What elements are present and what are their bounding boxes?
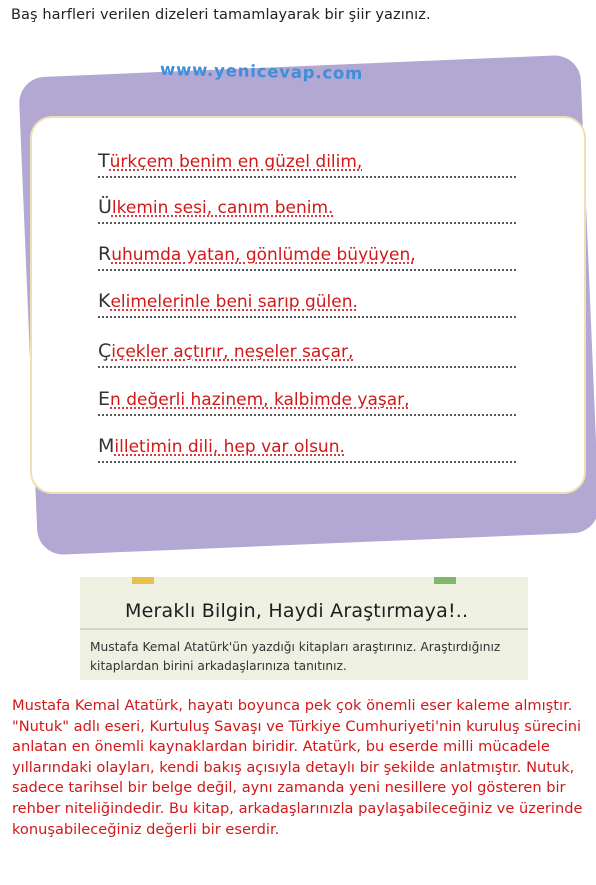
research-title: Meraklı Bilgin, Haydi Araştırmaya!.. [125,600,469,622]
poem-line [98,388,516,416]
verse-text: elimelerinle beni sarıp gülen. [110,292,358,312]
poem-line [98,290,516,318]
acrostic-letter: T [98,150,110,172]
acrostic-letter: Ç [98,340,112,362]
verse-text: içekler açtırır, neşeler saçar, [111,342,354,362]
poem-line [98,150,516,178]
poem-line [98,243,516,271]
poem-line [98,196,516,224]
acrostic-letter: Ü [98,196,112,218]
instruction-text: Baş harfleri verilen dizeleri tamamlayarak bir şiir yazınız. [11,7,431,23]
acrostic-letter: E [98,388,111,410]
answer-paragraph: Mustafa Kemal Atatürk, hayatı boyunca pek çok önemli eser kaleme almıştır. "Nutuk" adlı eseri, Kurtuluş Savaşı ve Türkiye Cumhuriyeti'nin kuruluş sürecini anlatan en önemli kaynaklardan biridir. Atatürk, bu eserde milli mücadele yıllarındaki olayları, kendi bakış açısıyla detaylı bir şekilde anlatmıştır. Nutuk, sadece tarihsel bir belge değil, aynı zamanda yeni nesillere yol gösteren bir rehber niteliğindedir. Bu kitap, arkadaşlarınızla paylaşabileceğiniz ve üzerinde konuşabileceğiniz değerli bir eserdir. [12,697,583,838]
acrostic-letter: R [98,243,112,265]
acrostic-letter: M [98,435,115,457]
verse-text: n değerli hazinem, kalbimde yaşar, [110,390,410,410]
watermark: www.yenicevap.com [159,59,364,84]
research-divider [80,628,528,630]
poem-line [98,340,516,368]
verse-text: illetimin dili, hep var olsun. [114,437,345,457]
bookmark-tab-left [132,577,154,584]
verse-text: lkemin sesi, canım benim. [111,198,334,218]
poem-line [98,435,516,463]
research-description: Mustafa Kemal Atatürk'ün yazdığı kitapları araştırınız. Araştırdığınız kitaplardan birini arkadaşlarınıza tanıtınız. [90,640,501,673]
verse-text: uhumda yatan, gönlümde büyüyen, [111,245,416,265]
verse-text: ürkçem benim en güzel dilim, [109,152,363,172]
acrostic-letter: K [98,290,111,312]
bookmark-tab-right [434,577,456,584]
